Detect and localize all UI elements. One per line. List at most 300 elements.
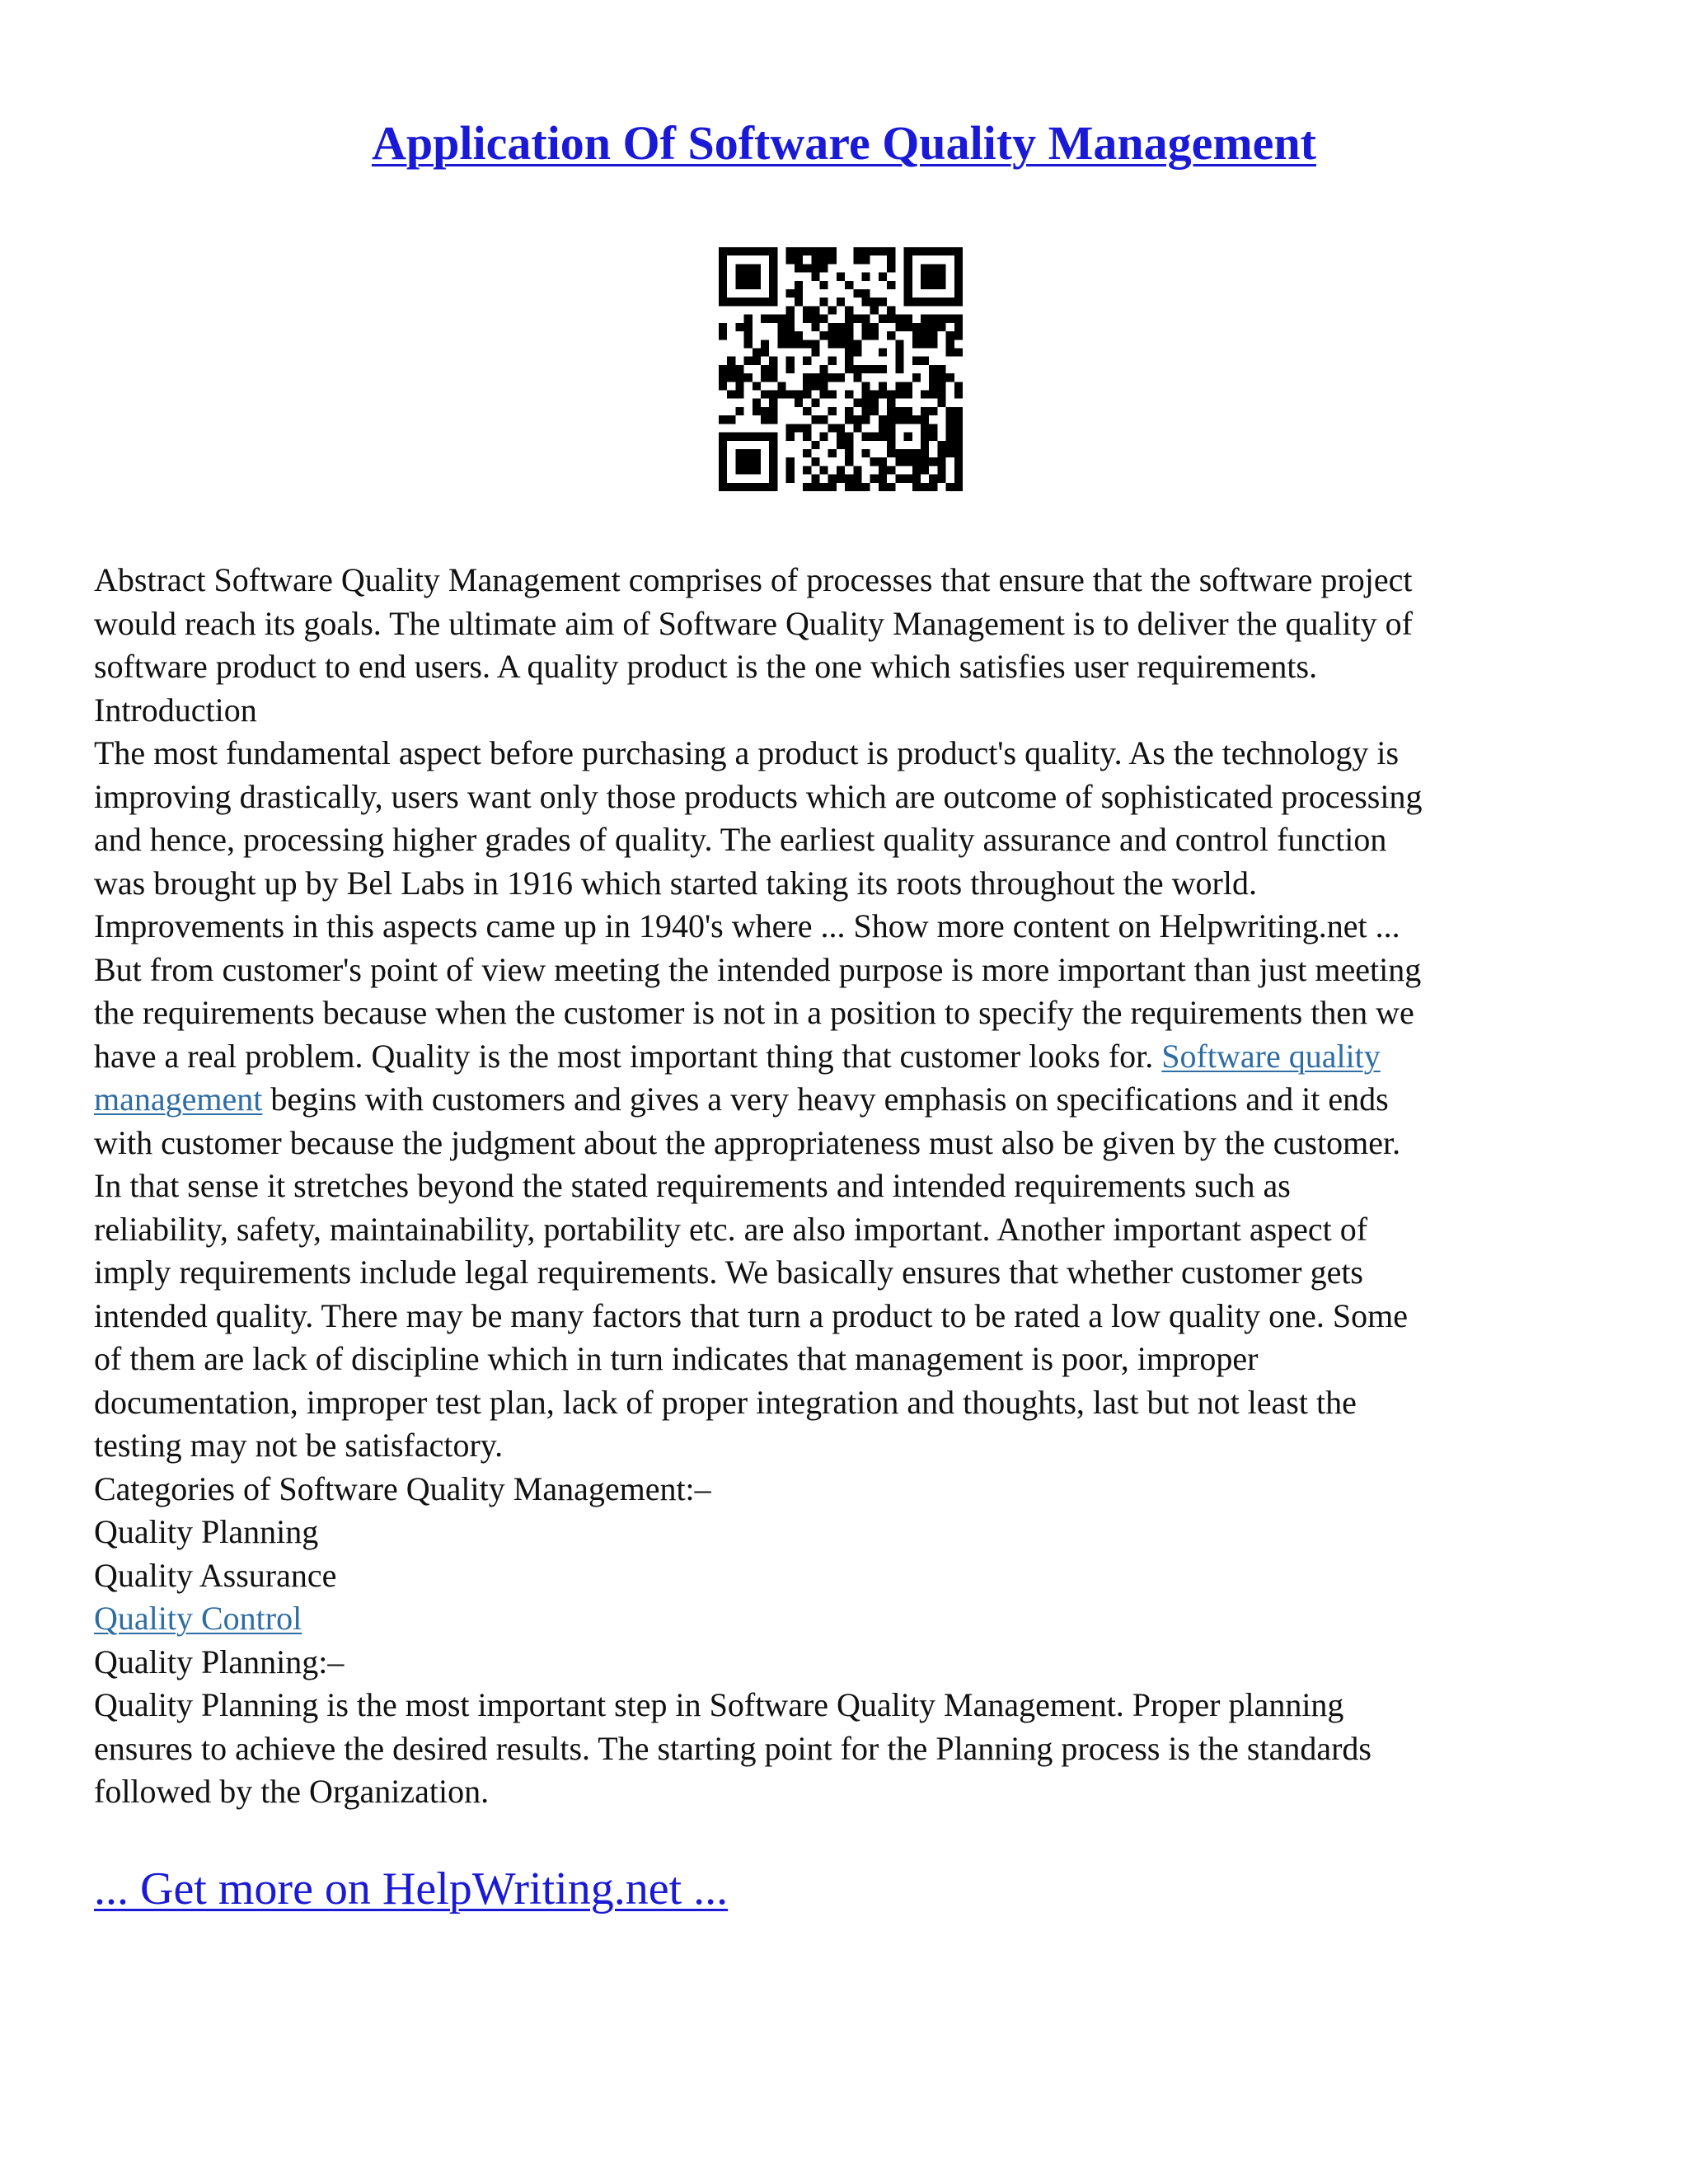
qr-module	[912, 373, 921, 382]
qr-module	[753, 483, 761, 491]
qr-module	[929, 382, 937, 390]
qr-module	[811, 315, 819, 323]
software-quality-management-link-part1[interactable]: Software quality	[1161, 1037, 1381, 1075]
body-line: Improvements in this aspects came up in 1940's where ... Show more content on Helpwriting.net ...	[94, 907, 1400, 944]
qr-module	[769, 357, 777, 365]
qr-module	[719, 449, 727, 457]
qr-module	[853, 466, 861, 474]
qr-module	[904, 457, 912, 466]
qr-module	[921, 391, 929, 399]
qr-module	[819, 264, 828, 272]
qr-module	[845, 391, 853, 399]
qr-module	[845, 340, 853, 348]
body-line: improving drastically, users want only those products which are outcome of sophisticated processing	[94, 777, 1423, 815]
qr-module	[954, 315, 963, 323]
qr-module	[904, 281, 912, 289]
qr-module	[895, 340, 903, 348]
qr-module	[845, 407, 853, 415]
qr-module	[904, 415, 912, 424]
qr-module	[735, 449, 743, 457]
qr-module	[853, 475, 861, 483]
qr-module	[904, 255, 912, 264]
qr-module	[837, 298, 845, 306]
qr-module	[862, 407, 870, 415]
qr-module	[921, 323, 929, 331]
qr-module	[954, 273, 963, 281]
qr-module	[719, 273, 727, 281]
qr-module	[803, 424, 811, 432]
body-line: imply requirements include legal requirements. We basically ensures that whether customer gets	[94, 1254, 1363, 1291]
qr-module	[795, 399, 803, 407]
qr-module	[929, 298, 937, 306]
qr-module	[895, 348, 903, 356]
qr-module	[937, 391, 945, 399]
qr-module	[719, 415, 727, 424]
qr-module	[895, 315, 903, 323]
qr-module	[719, 331, 727, 340]
qr-module	[887, 466, 895, 474]
title-container	[0, 115, 1688, 171]
qr-module	[744, 483, 753, 491]
qr-module	[937, 373, 945, 382]
qr-module	[727, 298, 735, 306]
qr-module	[870, 306, 879, 314]
qr-module	[887, 281, 895, 289]
qr-module	[769, 298, 777, 306]
qr-module	[769, 373, 777, 382]
qr-module	[828, 323, 837, 331]
qr-module	[837, 340, 845, 348]
qr-module	[803, 433, 811, 441]
qr-module	[803, 391, 811, 399]
qr-module	[895, 475, 903, 483]
qr-module	[828, 340, 837, 348]
qr-module	[753, 457, 761, 466]
qr-module	[828, 306, 837, 314]
qr-module	[811, 373, 819, 382]
qr-module	[862, 391, 870, 399]
qr-module	[811, 255, 819, 264]
qr-module	[870, 331, 879, 340]
qr-module	[904, 247, 912, 255]
qr-module	[946, 348, 954, 356]
qr-module	[735, 323, 743, 331]
qr-module	[845, 475, 853, 483]
qr-module	[853, 247, 861, 255]
quality-control-line	[94, 1597, 1602, 1641]
qr-module	[879, 391, 887, 399]
qr-module	[837, 466, 845, 474]
qr-module	[811, 340, 819, 348]
qr-module	[786, 457, 795, 466]
body-line: ensures to achieve the desired results. The starting point for the Planning process is the standards	[94, 1729, 1372, 1767]
qr-module	[887, 247, 895, 255]
qr-module	[954, 457, 963, 466]
qr-module	[795, 340, 803, 348]
qr-module	[862, 273, 870, 281]
qr-module	[937, 441, 945, 449]
qr-module	[735, 483, 743, 491]
qr-module	[735, 382, 743, 390]
qr-module	[879, 475, 887, 483]
body-line: intended quality. There may be many factors that turn a product to be rated a low quality one. Some	[94, 1296, 1408, 1334]
qr-module	[921, 357, 929, 365]
body-line: was brought up by Bel Labs in 1916 which started taking its roots throughout the world.	[94, 864, 1257, 902]
qr-module	[803, 382, 811, 390]
qr-module	[912, 331, 921, 340]
body-lines-group-1	[94, 559, 1602, 1035]
qr-module	[862, 365, 870, 373]
qr-module	[837, 424, 845, 432]
qr-module	[862, 289, 870, 298]
qr-module	[921, 315, 929, 323]
qr-module	[895, 357, 903, 365]
qr-module	[819, 373, 828, 382]
qr-module	[777, 340, 785, 348]
qr-module	[744, 457, 753, 466]
qr-module	[912, 323, 921, 331]
qr-module	[811, 415, 819, 424]
qr-module	[946, 407, 954, 415]
qr-module	[912, 247, 921, 255]
get-more-link[interactable]: ... Get more on HelpWriting.net ...	[94, 1863, 729, 1915]
qr-module	[811, 264, 819, 272]
qr-module	[862, 382, 870, 390]
qr-module	[828, 424, 837, 432]
qr-module	[904, 264, 912, 272]
qr-module	[811, 475, 819, 483]
qr-module	[727, 365, 735, 373]
qr-module	[862, 247, 870, 255]
qr-module	[870, 323, 879, 331]
qr-module	[954, 407, 963, 415]
qr-module	[946, 415, 954, 424]
body-line: Introduction	[94, 691, 257, 729]
qr-module	[887, 315, 895, 323]
qr-module	[853, 483, 861, 491]
qr-module	[753, 449, 761, 457]
qr-module	[769, 365, 777, 373]
qr-module	[954, 483, 963, 491]
qr-module	[811, 323, 819, 331]
qr-module	[946, 247, 954, 255]
qr-module	[904, 382, 912, 390]
software-quality-management-link-part2[interactable]: management	[94, 1080, 263, 1118]
qr-module	[769, 475, 777, 483]
qr-module	[819, 433, 828, 441]
qr-module	[929, 391, 937, 399]
body-line: The most fundamental aspect before purchasing a product is product's quality. As the technology is	[94, 734, 1400, 771]
qr-module	[862, 433, 870, 441]
qr-module	[719, 433, 727, 441]
qr-module	[753, 247, 761, 255]
qr-module	[786, 323, 795, 331]
qr-module	[929, 433, 937, 441]
qr-module	[803, 466, 811, 474]
qr-module	[921, 441, 929, 449]
qr-module	[753, 281, 761, 289]
qr-module	[853, 255, 861, 264]
quality-control-link[interactable]: Quality Control	[94, 1600, 302, 1637]
qr-module	[719, 483, 727, 491]
qr-module	[719, 281, 727, 289]
body-line: Quality Planning:–	[94, 1643, 345, 1680]
qr-module	[735, 433, 743, 441]
qr-module	[921, 433, 929, 441]
body-line: Quality Assurance	[94, 1556, 337, 1594]
qr-module	[887, 399, 895, 407]
qr-module	[777, 391, 785, 399]
body-lines-group-2	[94, 1122, 1602, 1598]
qr-module	[954, 382, 963, 390]
qr-module	[946, 340, 954, 348]
qr-module	[719, 365, 727, 373]
qr-module	[954, 433, 963, 441]
qr-module	[946, 298, 954, 306]
qr-module	[929, 407, 937, 415]
qr-module	[845, 357, 853, 365]
qr-module	[870, 298, 879, 306]
qr-module	[769, 315, 777, 323]
qr-module	[735, 466, 743, 474]
qr-module	[769, 457, 777, 466]
qr-module	[895, 323, 903, 331]
qr-module	[946, 331, 954, 340]
document-body	[94, 559, 1602, 1814]
qr-module	[921, 457, 929, 466]
qr-module	[929, 281, 937, 289]
qr-module	[895, 365, 903, 373]
qr-module	[819, 365, 828, 373]
qr-module	[954, 247, 963, 255]
qr-module	[870, 433, 879, 441]
qr-module	[811, 399, 819, 407]
qr-module	[761, 407, 769, 415]
qr-module	[761, 415, 769, 424]
qr-module	[819, 298, 828, 306]
qr-module	[795, 264, 803, 272]
qr-module	[819, 483, 828, 491]
qr-module	[879, 424, 887, 432]
document-title-link[interactable]: Application Of Software Quality Management	[372, 116, 1316, 170]
qr-module	[753, 298, 761, 306]
qr-module	[811, 273, 819, 281]
qr-module	[845, 415, 853, 424]
qr-module	[921, 281, 929, 289]
qr-module	[719, 289, 727, 298]
qr-module	[879, 457, 887, 466]
qr-module	[879, 298, 887, 306]
qr-module	[895, 407, 903, 415]
qr-module	[954, 323, 963, 331]
qr-module	[937, 315, 945, 323]
qr-module	[786, 433, 795, 441]
qr-module	[929, 264, 937, 272]
qr-module	[921, 424, 929, 432]
qr-module	[870, 407, 879, 415]
qr-module	[795, 247, 803, 255]
qr-module	[954, 289, 963, 298]
qr-module	[719, 373, 727, 382]
qr-module	[929, 315, 937, 323]
qr-module	[954, 298, 963, 306]
qr-module	[879, 348, 887, 356]
qr-module	[853, 348, 861, 356]
qr-module	[946, 433, 954, 441]
qr-module	[803, 449, 811, 457]
qr-module	[761, 348, 769, 356]
qr-module	[904, 289, 912, 298]
qr-module	[879, 273, 887, 281]
qr-module	[954, 391, 963, 399]
qr-module	[853, 415, 861, 424]
qr-module	[921, 449, 929, 457]
qr-module	[727, 483, 735, 491]
qr-module	[845, 281, 853, 289]
qr-module	[921, 273, 929, 281]
qr-module	[946, 483, 954, 491]
qr-module	[845, 323, 853, 331]
qr-module	[744, 433, 753, 441]
qr-module	[828, 331, 837, 340]
qr-module	[904, 475, 912, 483]
body-line: Abstract Software Quality Management comprises of processes that ensure that the software project	[94, 561, 1413, 598]
qr-module	[761, 298, 769, 306]
qr-module	[735, 273, 743, 281]
qr-module	[937, 365, 945, 373]
qr-module	[912, 475, 921, 483]
qr-module	[719, 457, 727, 466]
qr-module	[845, 315, 853, 323]
qr-module	[769, 255, 777, 264]
qr-module	[887, 424, 895, 432]
body-line: Quality Planning	[94, 1513, 319, 1550]
qr-module	[735, 373, 743, 382]
qr-module	[786, 424, 795, 432]
qr-module	[954, 424, 963, 432]
body-line: But from customer's point of view meeting the intended purpose is more important than just meeting	[94, 950, 1422, 988]
qr-module	[727, 433, 735, 441]
qr-module	[803, 306, 811, 314]
qr-module	[786, 289, 795, 298]
body-text-span: begins with customers and gives a very heavy emphasis on specifications and it ends	[262, 1080, 1389, 1118]
qr-module	[954, 415, 963, 424]
qr-module	[735, 264, 743, 272]
qr-module	[937, 399, 945, 407]
qr-module	[795, 298, 803, 306]
qr-module	[777, 315, 785, 323]
qr-module	[744, 466, 753, 474]
qr-module	[946, 449, 954, 457]
qr-module	[719, 264, 727, 272]
qr-module	[853, 399, 861, 407]
qr-module	[845, 449, 853, 457]
qr-module	[937, 457, 945, 466]
qr-module	[887, 433, 895, 441]
qr-module	[786, 315, 795, 323]
qr-module	[879, 382, 887, 390]
qr-module	[887, 264, 895, 272]
qr-module	[727, 357, 735, 365]
body-line: and hence, processing higher grades of quality. The earliest quality assurance and control function	[94, 821, 1387, 858]
qr-module	[777, 331, 785, 340]
qr-module	[921, 407, 929, 415]
qr-module	[837, 441, 845, 449]
qr-module	[744, 264, 753, 272]
qr-module	[845, 483, 853, 491]
qr-module	[744, 340, 753, 348]
qr-module	[837, 373, 845, 382]
qr-module	[929, 365, 937, 373]
qr-module	[744, 449, 753, 457]
body-line: followed by the Organization.	[94, 1773, 490, 1810]
qr-module	[719, 247, 727, 255]
qr-module	[904, 273, 912, 281]
qr-module	[887, 255, 895, 264]
qr-module	[921, 298, 929, 306]
qr-module	[845, 433, 853, 441]
qr-module	[904, 298, 912, 306]
qr-module	[744, 323, 753, 331]
qr-module	[837, 323, 845, 331]
qr-module	[862, 255, 870, 264]
qr-module	[735, 298, 743, 306]
qr-module	[904, 407, 912, 415]
qr-module	[761, 365, 769, 373]
qr-module	[769, 407, 777, 415]
qr-module	[954, 449, 963, 457]
qr-module	[719, 382, 727, 390]
qr-module	[828, 373, 837, 382]
qr-module	[828, 357, 837, 365]
qr-module	[819, 315, 828, 323]
qr-module	[769, 399, 777, 407]
qr-module	[954, 348, 963, 356]
qr-module	[954, 466, 963, 474]
qr-module	[777, 323, 785, 331]
qr-module	[954, 441, 963, 449]
qr-module	[786, 391, 795, 399]
qr-module	[786, 247, 795, 255]
qr-module	[719, 298, 727, 306]
qr-module	[895, 382, 903, 390]
qr-module	[769, 289, 777, 298]
qr-module	[744, 315, 753, 323]
body-line: would reach its goals. The ultimate aim of Software Quality Management is to deliver the quality of	[94, 604, 1413, 642]
qr-module	[727, 415, 735, 424]
qr-module	[769, 273, 777, 281]
body-line: of them are lack of discipline which in turn indicates that management is poor, improper	[94, 1340, 1259, 1377]
qr-module	[954, 264, 963, 272]
qr-module	[887, 415, 895, 424]
qr-module	[921, 264, 929, 272]
qr-module	[811, 382, 819, 390]
qr-module	[853, 315, 861, 323]
qr-module	[786, 357, 795, 365]
qr-module	[862, 315, 870, 323]
qr-module	[904, 449, 912, 457]
qr-module	[727, 391, 735, 399]
body-line: documentation, improper test plan, lack of proper integration and thoughts, last but not least the	[94, 1383, 1357, 1421]
qr-module	[845, 348, 853, 356]
qr-module	[870, 247, 879, 255]
qr-module	[937, 382, 945, 390]
qr-module	[803, 340, 811, 348]
qr-module	[887, 449, 895, 457]
qr-module	[845, 457, 853, 466]
qr-code-icon	[719, 247, 963, 491]
qr-module	[912, 340, 921, 348]
